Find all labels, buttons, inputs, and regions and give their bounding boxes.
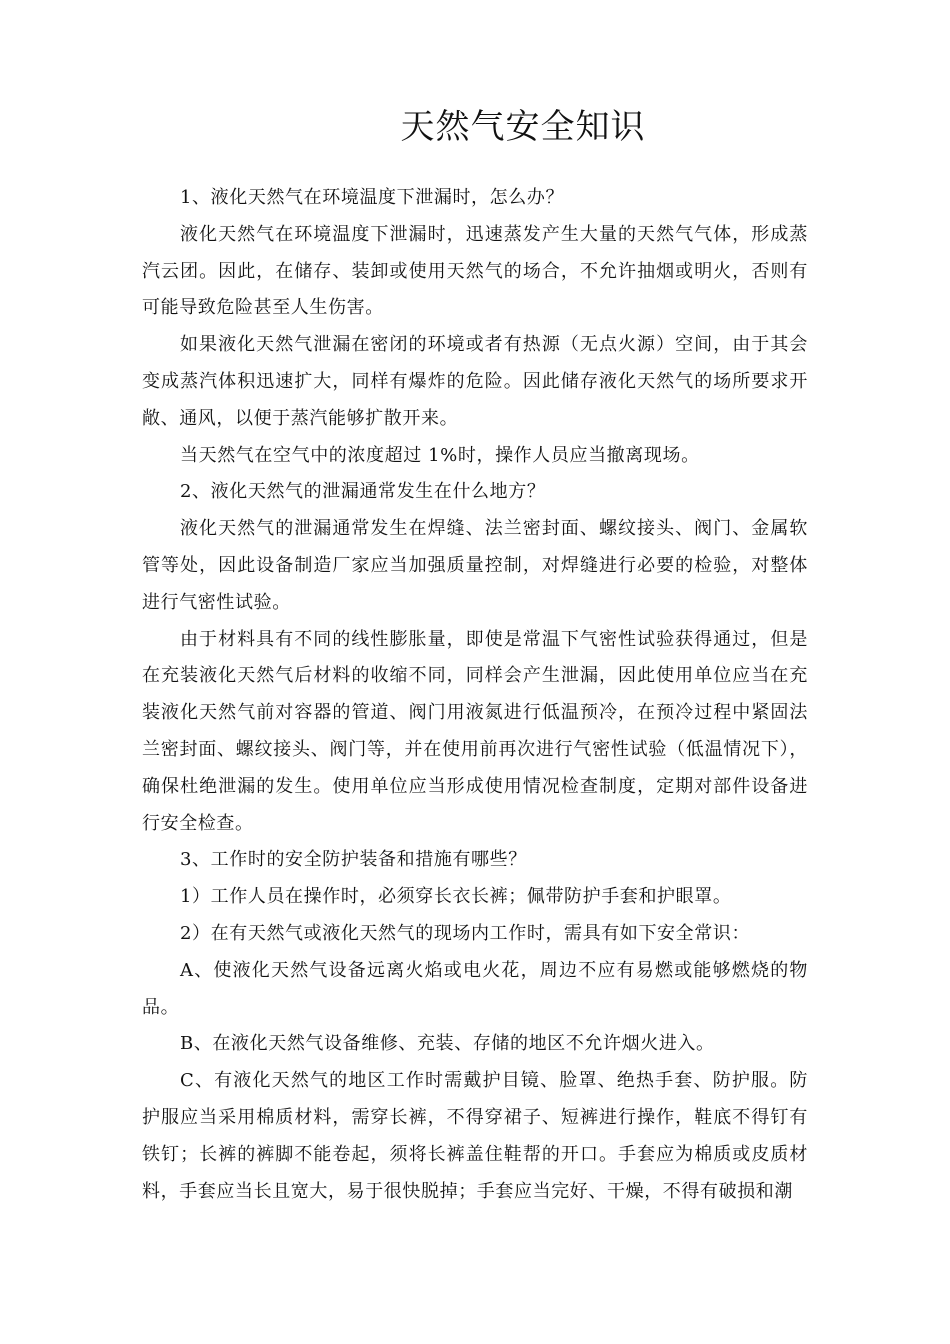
paragraph: 当天然气在空气中的浓度超过 1%时，操作人员应当撤离现场。 [180, 444, 700, 466]
paragraph: 液化天然气在环境温度下泄漏时，迅速蒸发产生大量的天然气气体，形成蒸汽云团。因此，在储存、装卸或使用天然气的场合，不允许抽烟或明火，否则有可能导致危险甚至人生伤害。 [142, 223, 808, 319]
list-item: 2）在有天然气或液化天然气的现场内工作时，需具有如下安全常识： [180, 922, 751, 944]
list-item: B、在液化天然气设备维修、充装、存储的地区不允许烟火进入。 [180, 1033, 715, 1055]
paragraph: 液化天然气的泄漏通常发生在焊缝、法兰密封面、螺纹接头、阀门、金属软管等处，因此设备制造厂家应当加强质量控制，对焊缝进行必要的检验，对整体进行气密性试验。 [142, 518, 808, 613]
list-item: 1）工作人员在操作时，必须穿长衣长裤；佩带防护手套和护眼罩。 [180, 886, 732, 908]
list-item: A、使液化天然气设备远离火焰或电火花，周边不应有易燃或能够燃烧的物品。 [142, 959, 808, 1018]
list-item: C、有液化天然气的地区工作时需戴护目镜、脸罩、绝热手套、防护服。防护服应当采用棉质材料，需穿长裤，不得穿裙子、短裤进行操作，鞋底不得钉有铁钉；长裤的裤脚不能卷起，须将长裤盖住鞋帮的开口。手套应为棉质或皮质材料，手套应当长且宽大，易于很快脱掉；手套应当完好、干燥，不得有破损和潮 [142, 1070, 808, 1202]
paragraph: 由于材料具有不同的线性膨胀量，即使是常温下气密性试验获得通过，但是在充装液化天然气后材料的收缩不同，同样会产生泄漏，因此使用单位应当在充装液化天然气前对容器的管道、阀门用液氮进行低温预冷，在预冷过程中紧固法兰密封面、螺纹接头、阀门等，并在使用前再次进行气密性试验（低温情况下），确保杜绝泄漏的发生。使用单位应当形成使用情况检查制度，定期对部件设备进行安全检查。 [142, 628, 808, 834]
document-page [142, 0, 808, 1210]
paragraph-q1: 1、液化天然气在环境温度下泄漏时，怎么办？ [180, 187, 565, 208]
document-body [142, 180, 808, 1210]
paragraph-q2: 2、液化天然气的泄漏通常发生在什么地方？ [180, 481, 546, 503]
paragraph-q3: 3、工作时的安全防护装备和措施有哪些？ [180, 849, 527, 871]
paragraph: 如果液化天然气泄漏在密闭的环境或者有热源（无点火源）空间，由于其会变成蒸汽体积迅速扩大，同样有爆炸的危险。因此储存液化天然气的场所要求开敞、通风，以便于蒸汽能够扩散开来。 [142, 334, 808, 429]
document-title: 天然气安全知识 [400, 107, 646, 147]
